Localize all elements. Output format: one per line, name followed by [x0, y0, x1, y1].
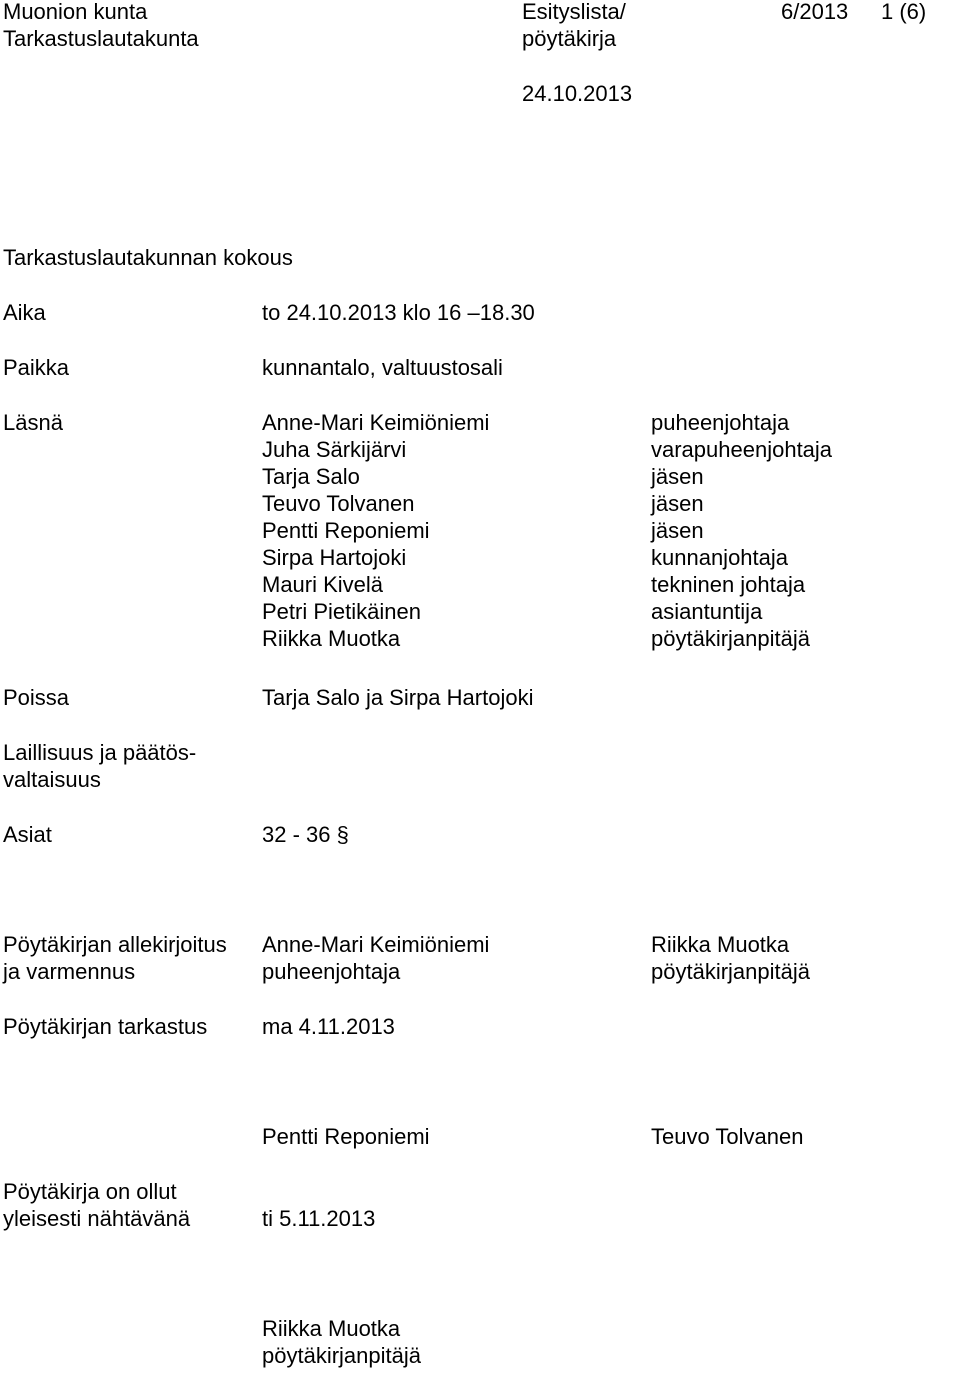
member-role: pöytäkirjanpitäjä — [651, 626, 810, 651]
signer2-role: pöytäkirjanpitäjä — [651, 959, 810, 984]
member-name: Petri Pietikäinen — [262, 599, 421, 624]
member-role: kunnanjohtaja — [651, 545, 789, 570]
time-value: to 24.10.2013 klo 16 –18.30 — [262, 300, 535, 325]
signer2-name: Riikka Muotka — [651, 932, 790, 957]
absent-value: Tarja Salo ja Sirpa Hartojoki — [262, 685, 534, 710]
member-name: Sirpa Hartojoki — [262, 545, 407, 570]
reviewer1-name: Pentti Reponiemi — [262, 1124, 430, 1149]
certifier-name: Riikka Muotka — [262, 1316, 401, 1341]
place-label: Paikka — [3, 355, 70, 380]
member-name: Juha Särkijärvi — [262, 437, 407, 462]
header-doc-number: 6/2013 — [781, 0, 849, 24]
review-value: ma 4.11.2013 — [262, 1014, 395, 1039]
signing-label-1: Pöytäkirjan allekirjoitus — [3, 932, 227, 957]
present-label: Läsnä — [3, 410, 63, 435]
signing-label-2: ja varmennus — [3, 959, 136, 984]
member-role: jäsen — [651, 491, 704, 516]
items-label: Asiat — [3, 822, 52, 847]
member-role: varapuheenjohtaja — [651, 437, 833, 462]
member-role: asiantuntija — [651, 599, 763, 624]
member-name: Teuvo Tolvanen — [262, 491, 415, 516]
header-org: Muonion kunta — [3, 0, 148, 24]
member-role: tekninen johtaja — [651, 572, 806, 597]
member-role: puheenjohtaja — [651, 410, 790, 435]
items-value: 32 - 36 § — [262, 822, 349, 847]
absent-label: Poissa — [3, 685, 70, 710]
public-label-1: Pöytäkirja on ollut — [3, 1179, 177, 1204]
member-name: Tarja Salo — [262, 464, 360, 489]
member-name: Riikka Muotka — [262, 626, 401, 651]
public-value: ti 5.11.2013 — [262, 1206, 376, 1231]
time-label: Aika — [3, 300, 46, 325]
member-name: Mauri Kivelä — [262, 572, 384, 597]
legality-label-1: Laillisuus ja päätös- — [3, 740, 197, 765]
member-name: Anne-Mari Keimiöniemi — [262, 410, 490, 435]
legality-label-2: valtaisuus — [3, 767, 101, 792]
member-role: jäsen — [651, 518, 704, 543]
header-date: 24.10.2013 — [522, 81, 633, 106]
member-name: Pentti Reponiemi — [262, 518, 430, 543]
meeting-title: Tarkastuslautakunnan kokous — [3, 245, 293, 270]
signer1-name: Anne-Mari Keimiöniemi — [262, 932, 490, 957]
present-names — [262, 409, 489, 652]
place-value: kunnantalo, valtuustosali — [262, 355, 503, 380]
header-body: Tarkastuslautakunta — [3, 26, 199, 51]
present-roles — [651, 409, 832, 652]
signer1-role: puheenjohtaja — [262, 959, 401, 984]
reviewer2-name: Teuvo Tolvanen — [651, 1124, 804, 1149]
header-page-number: 1 (6) — [881, 0, 927, 24]
header-doc-type-1: Esityslista/ — [522, 0, 626, 24]
member-role: jäsen — [651, 464, 704, 489]
public-label-2: yleisesti nähtävänä — [3, 1206, 191, 1231]
certifier-role: pöytäkirjanpitäjä — [262, 1343, 421, 1368]
header-doc-type-2: pöytäkirja — [522, 26, 617, 51]
review-label: Pöytäkirjan tarkastus — [3, 1014, 208, 1039]
